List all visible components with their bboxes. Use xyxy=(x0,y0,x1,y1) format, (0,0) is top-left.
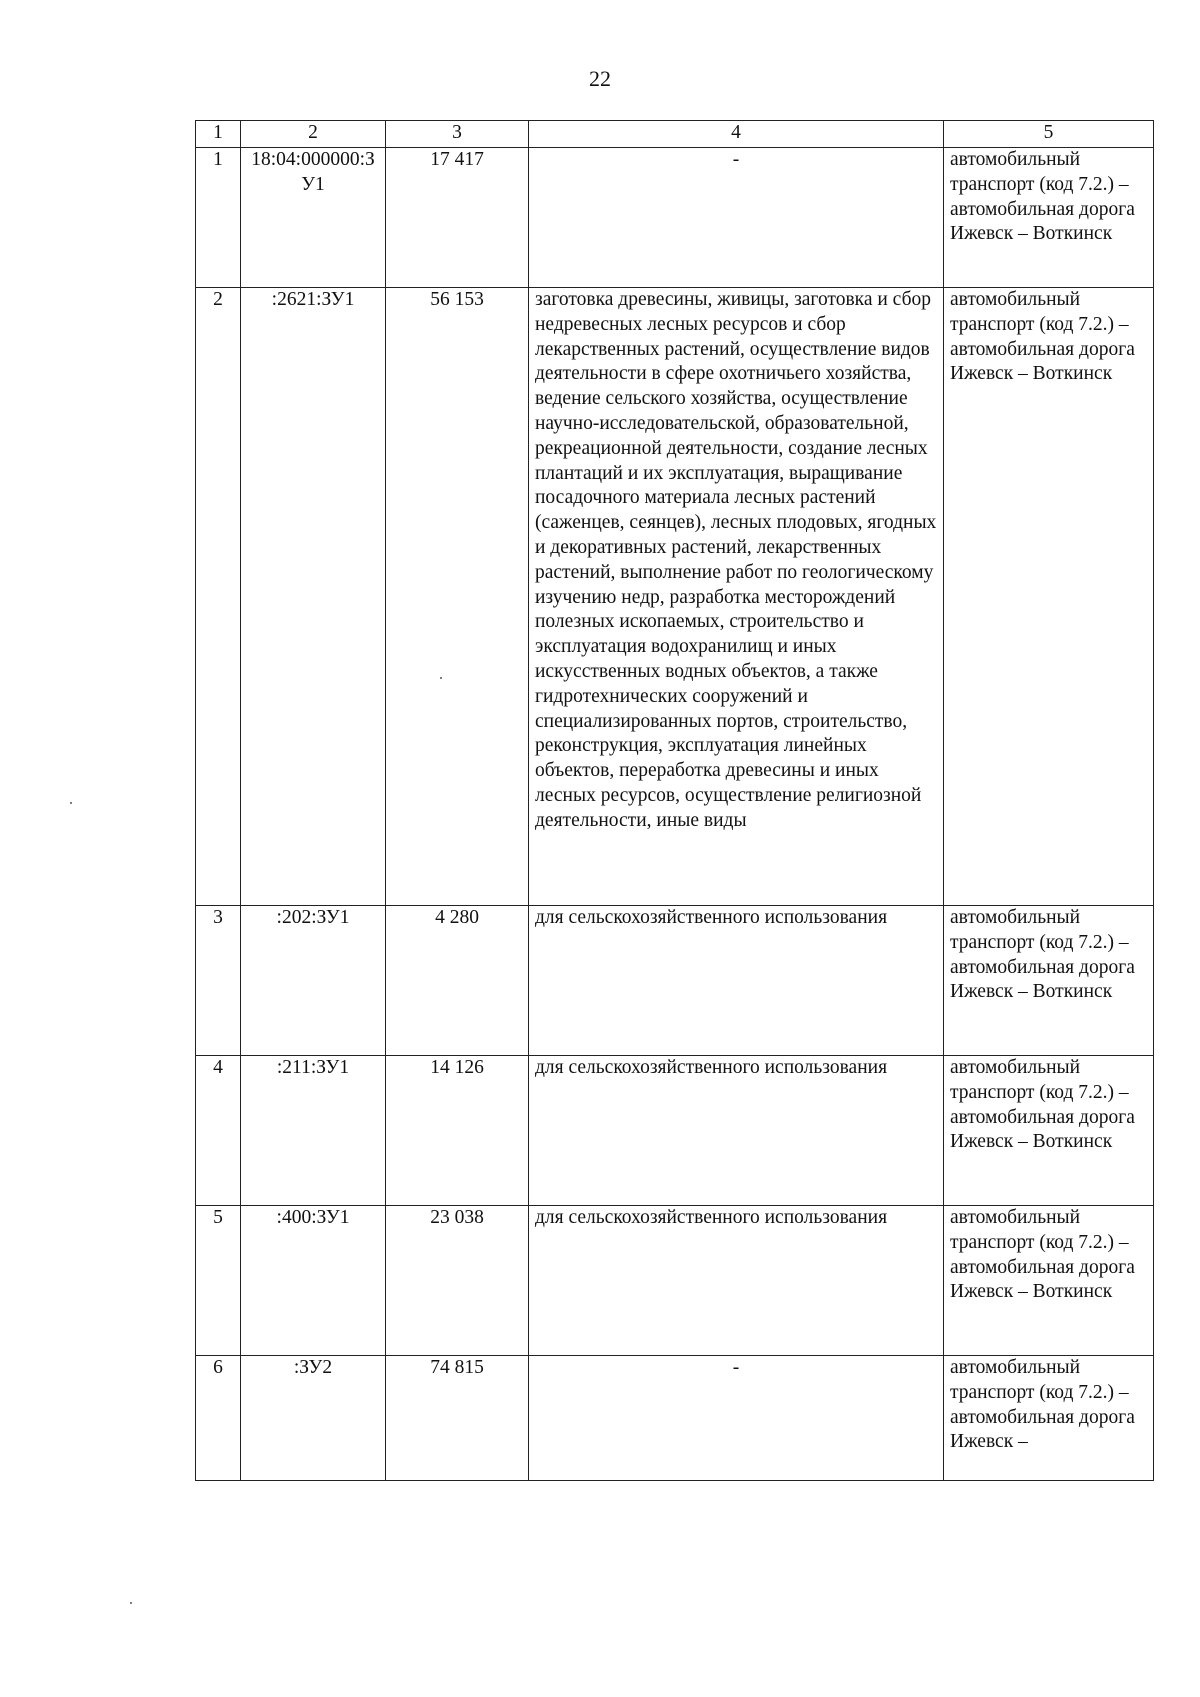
table-row xyxy=(196,1356,1154,1481)
land-plots-table xyxy=(195,120,1154,1481)
cadastral-number: :ЗУ2 xyxy=(241,1356,386,1481)
table-row xyxy=(196,1206,1154,1356)
row-number: 5 xyxy=(196,1206,241,1356)
area-value: 56 153 xyxy=(386,288,529,906)
forest-use-text: для сельскохозяйственного использования xyxy=(529,906,944,1056)
table-row xyxy=(196,1056,1154,1206)
column-header-5: 5 xyxy=(944,121,1154,148)
table-row xyxy=(196,148,1154,288)
forest-use-text: - xyxy=(529,148,944,288)
permitted-use-text: автомобильный транспорт (код 7.2.) – автомобильная дорога Ижевск – Воткинск xyxy=(944,148,1154,288)
row-number: 1 xyxy=(196,148,241,288)
forest-use-text: для сельскохозяйственного использования xyxy=(529,1206,944,1356)
table-row xyxy=(196,906,1154,1056)
table-row xyxy=(196,288,1154,906)
cadastral-number: :211:ЗУ1 xyxy=(241,1056,386,1206)
permitted-use-text: автомобильный транспорт (код 7.2.) – автомобильная дорога Ижевск – Воткинск xyxy=(944,906,1154,1056)
permitted-use-text: автомобильный транспорт (код 7.2.) – автомобильная дорога Ижевск – Воткинск xyxy=(944,1056,1154,1206)
area-value: 14 126 xyxy=(386,1056,529,1206)
permitted-use-text: автомобильный транспорт (код 7.2.) – автомобильная дорога Ижевск – xyxy=(944,1356,1154,1481)
area-value: 23 038 xyxy=(386,1206,529,1356)
scan-speck xyxy=(130,1602,132,1604)
column-header-2: 2 xyxy=(241,121,386,148)
page-number: 22 xyxy=(589,66,611,91)
area-value: 74 815 xyxy=(386,1356,529,1481)
column-header-4: 4 xyxy=(529,121,944,148)
forest-use-text: - xyxy=(529,1356,944,1481)
row-number: 4 xyxy=(196,1056,241,1206)
cadastral-number: :202:ЗУ1 xyxy=(241,906,386,1056)
scan-speck xyxy=(440,677,442,679)
row-number: 6 xyxy=(196,1356,241,1481)
column-header-3: 3 xyxy=(386,121,529,148)
permitted-use-text: автомобильный транспорт (код 7.2.) – автомобильная дорога Ижевск – Воткинск xyxy=(944,288,1154,906)
area-value: 4 280 xyxy=(386,906,529,1056)
permitted-use-text: автомобильный транспорт (код 7.2.) – автомобильная дорога Ижевск – Воткинск xyxy=(944,1206,1154,1356)
cadastral-number: :2621:ЗУ1 xyxy=(241,288,386,906)
column-header-1: 1 xyxy=(196,121,241,148)
cadastral-number: :400:ЗУ1 xyxy=(241,1206,386,1356)
row-number: 3 xyxy=(196,906,241,1056)
row-number: 2 xyxy=(196,288,241,906)
scan-speck xyxy=(70,802,72,804)
forest-use-text: для сельскохозяйственного использования xyxy=(529,1056,944,1206)
forest-use-text: заготовка древесины, живицы, заготовка и сбор недревесных лесных ресурсов и сбор лекарственных растений, осуществление видов деятельности в сфере охотничьего хозяйства, ведение сельского хозяйства, осуществление научно-исследовательской, образовательной, рекреационной деятельности, создание лесных плантаций и их эксплуатация, выращивание посадочного материала лесных растений (саженцев, сеянцев), лесных плодовых, ягодных и декоративных растений, лекарственных растений, выполнение работ по геологическому изучению недр, разработка месторождений полезных ископаемых, строительство и эксплуатация водохранилищ и иных искусственных водных объектов, а также гидротехнических сооружений и специализированных портов, строительство, реконструкция, эксплуатация линейных объектов, переработка древесины и иных лесных ресурсов, осуществление религиозной деятельности, иные виды xyxy=(529,288,944,906)
area-value: 17 417 xyxy=(386,148,529,288)
table-header-row xyxy=(196,121,1154,148)
cadastral-number: 18:04:000000:ЗУ1 xyxy=(241,148,386,288)
